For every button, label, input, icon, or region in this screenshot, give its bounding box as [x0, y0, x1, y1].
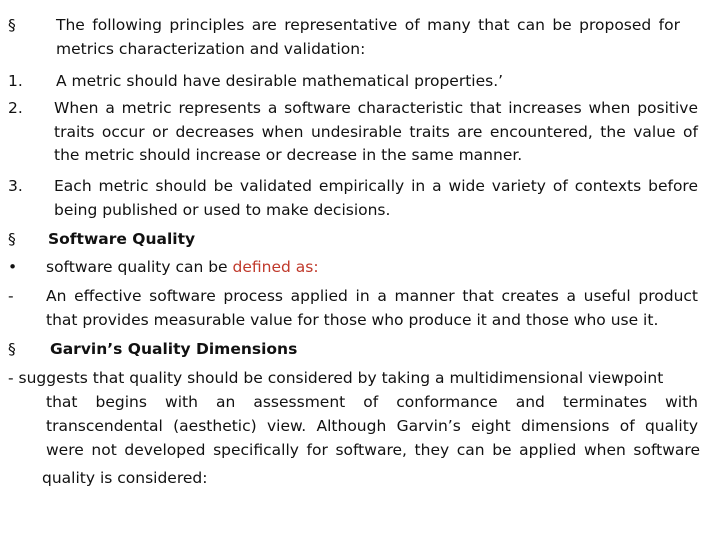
principle-number: 3.	[8, 177, 23, 195]
section-marker: §	[8, 230, 16, 248]
definition-highlight: defined as:	[232, 258, 319, 276]
principle-text: Each metric should be validated empirically in a wide variety of contexts before being published or used to make decisions.	[54, 177, 698, 219]
definition-text: An effective software process applied in a manner that creates a useful product that provides measurable value for those who produce it and those who use it.	[46, 287, 698, 329]
intro-bullet	[8, 14, 680, 61]
heading-text: Software Quality	[48, 230, 196, 248]
section-marker: §	[8, 340, 16, 358]
dash-marker: -	[8, 287, 14, 305]
section-marker: §	[8, 16, 16, 34]
garvin-heading	[8, 338, 698, 362]
principle-item	[8, 97, 698, 168]
principle-item	[8, 175, 698, 222]
bullet-marker: •	[8, 258, 18, 276]
garvin-body-line: transcendental (aesthetic) view. Although Garvin’s eight dimensions of quality	[46, 417, 698, 435]
garvin-body-line: were not developed specifically for software, they can be applied when software	[46, 441, 700, 459]
principle-text: When a metric represents a software characteristic that increases when positive traits occur or decreases when undesirable traits are encountered, the value of the metric should increase or decrease in the same manner.	[54, 99, 698, 164]
definition-prefix: software quality can be	[46, 258, 233, 276]
principle-item	[8, 70, 698, 94]
heading-text: Garvin’s Quality Dimensions	[50, 340, 298, 358]
definition-bullet	[8, 256, 698, 280]
definition-body	[8, 285, 698, 332]
garvin-body-line: that begins with an assessment of conformance and terminates with	[46, 393, 698, 411]
principle-number: 2.	[8, 99, 23, 117]
principle-text: A metric should have desirable mathematical properties.’	[56, 72, 504, 90]
garvin-body-line: - suggests that quality should be considered by taking a multidimensional viewpoint	[8, 369, 664, 387]
garvin-body-line: quality is considered:	[42, 469, 208, 487]
intro-text: The following principles are representative of many that can be proposed for metrics characterization and validation:	[56, 16, 680, 58]
software-quality-heading	[8, 228, 698, 252]
principle-number: 1.	[8, 72, 23, 90]
